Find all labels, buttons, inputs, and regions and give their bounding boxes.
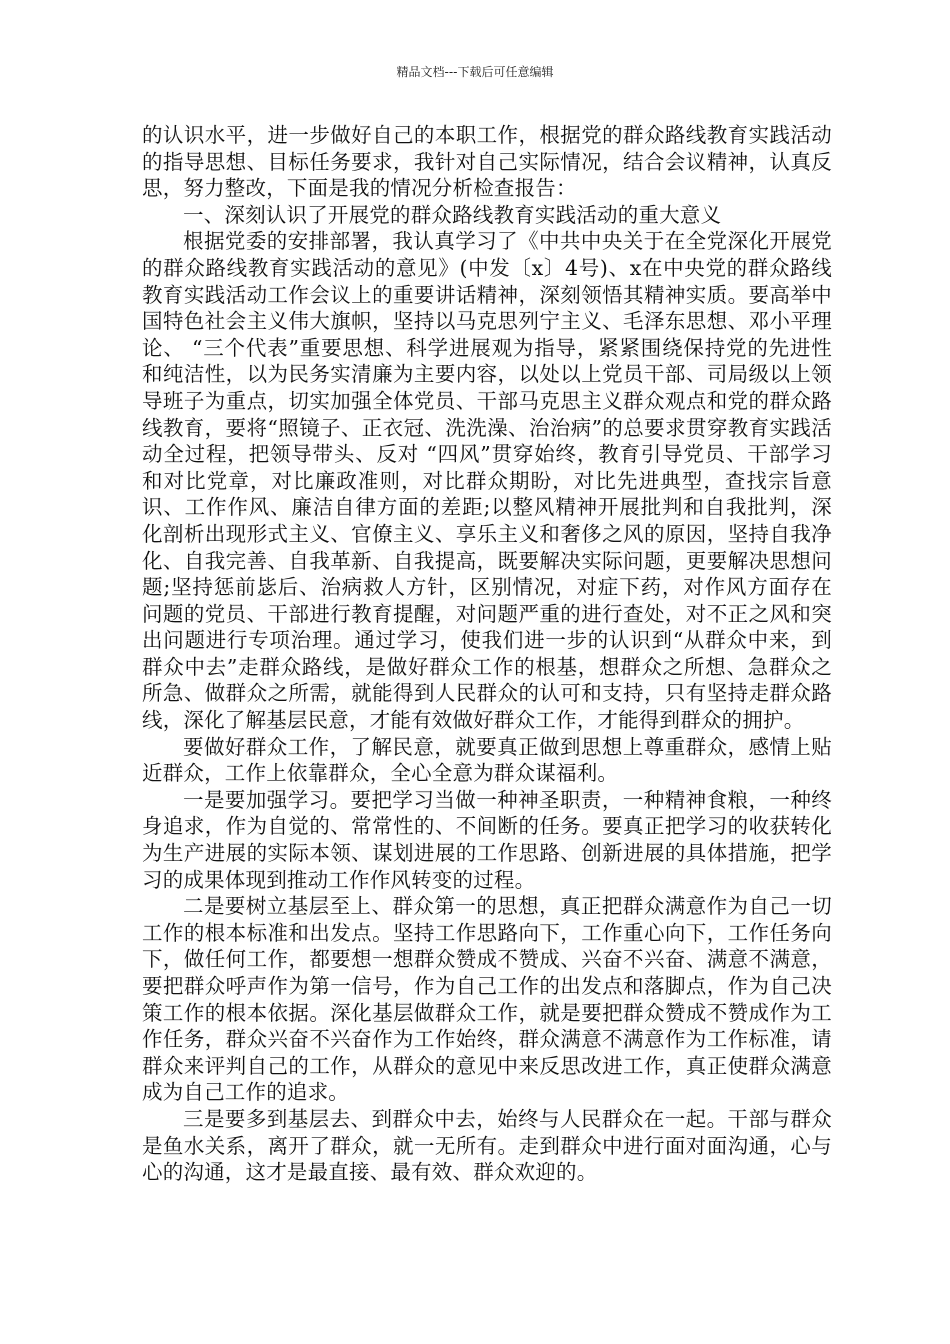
paragraph-point-three: 三是要多到基层去、到群众中去，始终与人民群众在一起。干部与群众是鱼水关系，离开了群众，就一无所有。走到群众中进行面对面沟通，心与心的沟通，这才是最直接、最有效、群众欢迎的。: [142, 1106, 832, 1185]
page-header: 精品文档---下载后可任意编辑: [396, 65, 554, 79]
paragraph-mass-work: 要做好群众工作，了解民意，就要真正做到思想上尊重群众，感情上贴近群众，工作上依靠群众，全心全意为群众谋福利。: [142, 734, 832, 786]
document-body: [142, 122, 832, 1186]
paragraph-intro-continuation: 的认识水平，进一步做好自己的本职工作，根据党的群众路线教育实践活动的指导思想、目标任务要求，我针对自己实际情况，结合会议精神，认真反思，努力整改，下面是我的情况分析检查报告：: [142, 123, 832, 201]
paragraph-point-two: 二是要树立基层至上、群众第一的思想，真正把群众满意作为自己一切工作的根本标准和出发点。坚持工作思路向下，工作重心向下，工作任务向下，做任何工作，都要想一想群众赞成不赞成、兴奋不兴奋、满意不满意，要把群众呼声作为第一信号，作为自己工作的出发点和落脚点，作为自己决策工作的根本依据。深化基层做群众工作，就是要把群众赞成不赞成作为工作任务，群众兴奋不兴奋作为工作始终，群众满意不满意作为工作标准，请群众来评判自己的工作，从群众的意见中来反思改进工作，真正使群众满意成为自己工作的追求。: [142, 894, 832, 1105]
section-heading: 一、深刻认识了开展党的群众路线教育实践活动的重大意义: [183, 202, 722, 227]
paragraph-point-one: 一是要加强学习。要把学习当做一种神圣职责，一种精神食粮，一种终身追求，作为自觉的、常常性的、不间断的任务。要真正把学习的收获转化为生产进展的实际本领、谋划进展的工作思路、创新进展的具体措施，把学习的成果体现到推动工作作风转变的过程。: [142, 787, 832, 892]
paragraph-study: 根据党委的安排部署，我认真学习了《中共中央关于在全党深化开展党的群众路线教育实践活动的意见》(中发〔x〕4号)、x在中央党的群众路线教育实践活动工作会议上的重要讲话精神，深刻领悟其精神实质。要高举中国特色社会主义伟大旗帜，坚持以马克思列宁主义、毛泽东思想、邓小平理论、 “三个代表”重要思想、科学进展观为指导，紧紧围绕保持党的先进性和纯洁性，以为民务实清廉为主要内容，以处以上党员干部、司局级以上领导班子为重点，切实加强全体党员、干部马克思主义群众观点和党的群众路线教育，要将“照镜子、正衣冠、洗洗澡、治治病”的总要求贯穿教育实践活动全过程，把领导带头、反对 “四风”贯穿始终，教育引导党员、干部学习和对比党章，对比廉政准则，对比群众期盼，对比先进典型，查找宗旨意识、工作作风、廉洁自律方面的差距;以整风精神开展批判和自我批判，深化剖析出现形式主义、官僚主义、享乐主义和奢侈之风的原因，坚持自我净化、自我完善、自我革新、自我提高，既要解决实际问题，更要解决思想问题;坚持惩前毖后、治病救人方针，区别情况，对症下药，对作风方面存在问题的党员、干部进行教育提醒，对问题严重的进行查处，对不正之风和突出问题进行专项治理。通过学习，使我们进一步的认识到“从群众中来，到群众中去”走群众路线，是做好群众工作的根基，想群众之所想、急群众之所急、做群众之所需，就能得到人民群众的认可和支持，只有坚持走群众路线，深化了解基层民意，才能有效做好群众工作，才能得到群众的拥护。: [142, 229, 832, 733]
